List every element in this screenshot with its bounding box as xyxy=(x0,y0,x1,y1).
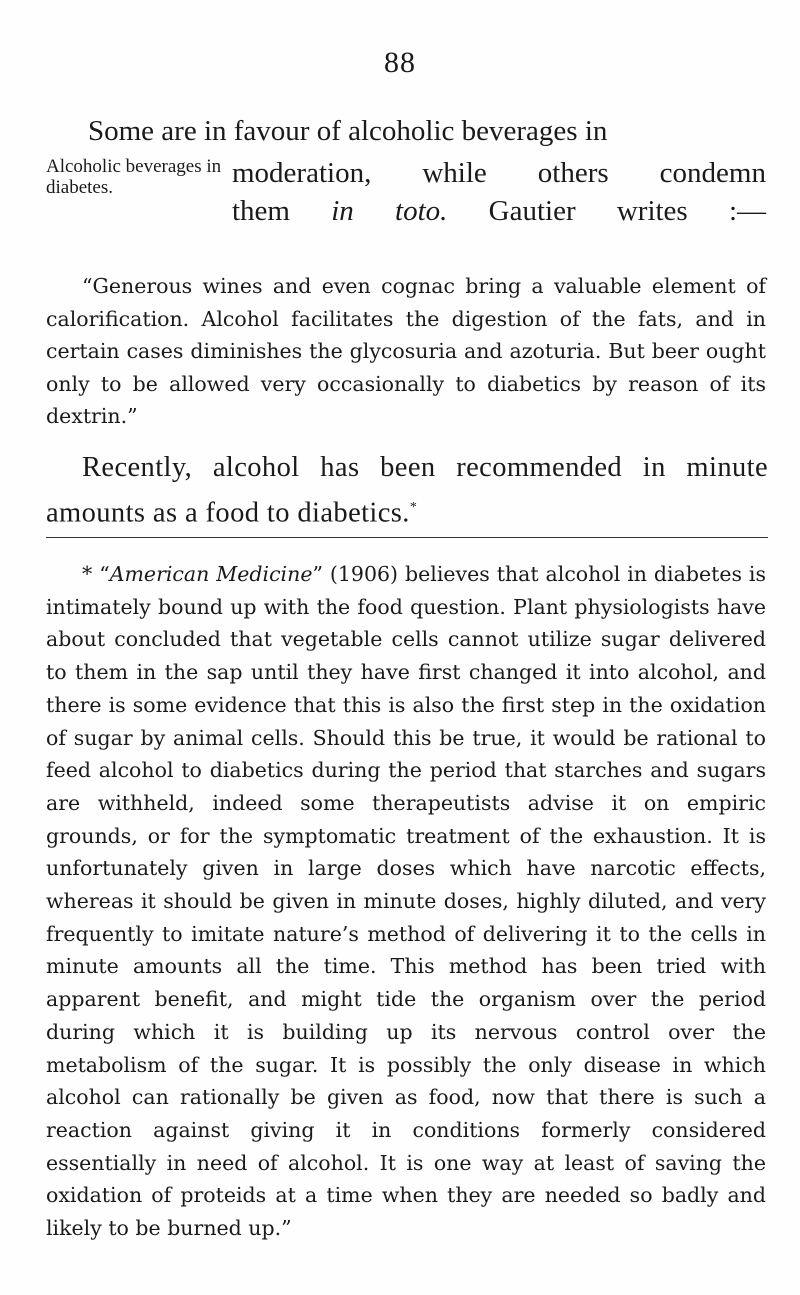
gautier-quote: “Generous wines and even cognac bring a valuable element of calorification. Alcohol facilitates the digestion of the fats, and in certain cases diminishes the glycosuria and azoturia. But beer ought only to be allowed very occasionally to diabetics by reason of its dextrin.” xyxy=(46,274,766,429)
recently-paragraph: Recently, alcohol has been recommended in minute amounts as a food to diabetics.* xyxy=(46,452,768,529)
footnote-divider xyxy=(46,537,768,538)
intro-line-3: them in toto. Gautier writes :— xyxy=(232,195,767,227)
page-number: 88 xyxy=(384,46,416,79)
footnote-ref-mark: * xyxy=(409,500,418,515)
intro-continuation xyxy=(232,154,766,230)
intro-line-2: moderation, while others condemn xyxy=(232,157,766,189)
margin-note: Alcoholic beverages in diabetes. xyxy=(46,156,222,198)
footnote-text: ” (1906) believes that alcohol in diabetes is intimately bound up with the food question. Plant physiologists have about concluded that vegetable cells cannot utilize sugar delivered to them in the sap until they have first changed it into alcohol, and there is some evidence that this is also the first step in the oxidation of sugar by animal cells. Should this be true, it would be rational to feed alcohol to diabetics during the period that starches and sugars are withheld, indeed some therapeutists advise it on empiric grounds, or for the symptomatic treatment of the exhaustion. It is unfortunately given in large doses which have narcotic effects, whereas it should be given in minute doses, highly diluted, and very frequently to imitate nature’s method of delivering it to the cells in minute amounts all the time. This method has been tried with apparent benefit, and might tide the organism over the period during which it is building up its nervous control over the metabolism of the sugar. It is possibly the only disease in which alcohol can rationally be given as food, now that there is such a reaction against giving it in conditions formerly considered essentially in need of alcohol. It is one way at least of saving the oxidation of proteids at a time when they are needed so badly and likely to be burned up.” xyxy=(46,562,766,1241)
footnote xyxy=(46,558,766,1245)
intro-with-margin-note xyxy=(46,154,766,230)
in-toto-italic: in toto. xyxy=(331,195,448,227)
intro-paragraph xyxy=(46,112,766,230)
footnote-source: American Medicine xyxy=(109,562,313,586)
intro-line-1: Some are in favour of alcoholic beverages in xyxy=(88,115,608,147)
footnote-marker: * “ xyxy=(82,562,110,586)
